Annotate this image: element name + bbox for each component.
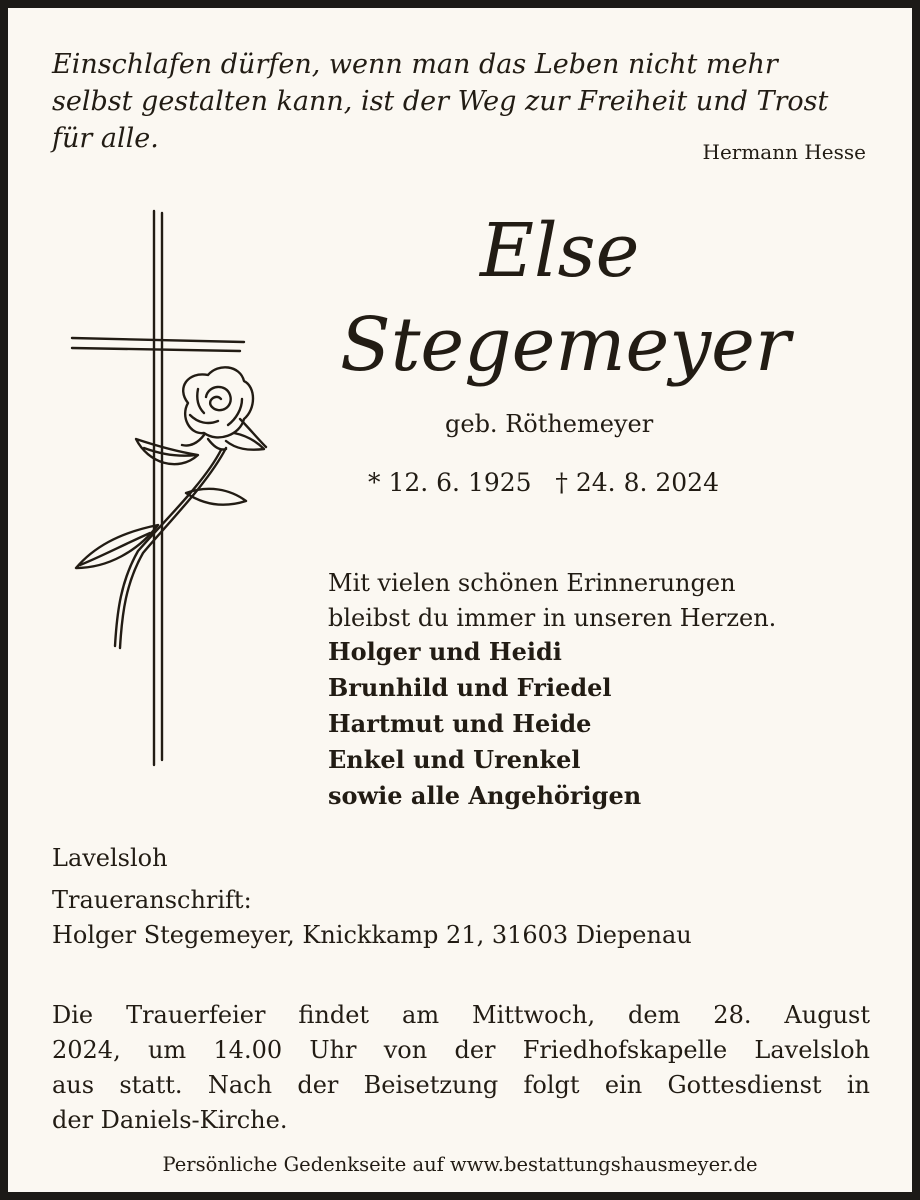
quote-line: für alle. (52, 123, 159, 154)
memory-text (328, 566, 776, 636)
rose-icon (76, 367, 266, 648)
mourner-name: sowie alle Angehörigen (328, 781, 642, 810)
place-name: Lavelsloh (52, 844, 168, 872)
mourners-list (328, 634, 641, 814)
service-line: 2024, um 14.00 Uhr von der Friedhofskapelle Lavelsloh (52, 1036, 870, 1064)
service-notice (52, 998, 870, 1138)
mourner-name: Hartmut und Heide (328, 709, 592, 738)
address-label: Traueranschrift: (52, 886, 252, 914)
memory-line: bleibst du immer in unseren Herzen. (328, 604, 777, 632)
mourner-name: Holger und Heidi (328, 637, 562, 666)
life-dates: * 12. 6. 1925 † 24. 8. 2024 (368, 468, 719, 497)
last-name: Stegemeyer (340, 302, 791, 388)
obituary-card (8, 8, 912, 1192)
quote-line: Einschlafen dürfen, wenn man das Leben nicht mehr (52, 49, 778, 80)
birth-name: geb. Röthemeyer (445, 410, 654, 438)
service-line: der Daniels-Kirche. (52, 1106, 288, 1134)
mourner-name: Brunhild und Friedel (328, 673, 612, 702)
mourning-address: Holger Stegemeyer, Knickkamp 21, 31603 Diepenau (52, 921, 692, 949)
service-line: aus statt. Nach der Beisetzung folgt ein Gottesdienst in (52, 1071, 870, 1099)
quote-author: Hermann Hesse (702, 140, 866, 164)
mourner-name: Enkel und Urenkel (328, 745, 581, 774)
quote-line: selbst gestalten kann, ist der Weg zur Freiheit und Trost (52, 86, 829, 117)
memorial-page-link[interactable]: Persönliche Gedenkseite auf www.bestattungshausmeyer.de (162, 1153, 758, 1176)
service-line: Die Trauerfeier findet am Mittwoch, dem 28. August (52, 1001, 870, 1029)
memory-line: Mit vielen schönen Erinnerungen (328, 569, 736, 597)
cross-icon (58, 203, 278, 777)
first-name: Else (480, 208, 640, 294)
